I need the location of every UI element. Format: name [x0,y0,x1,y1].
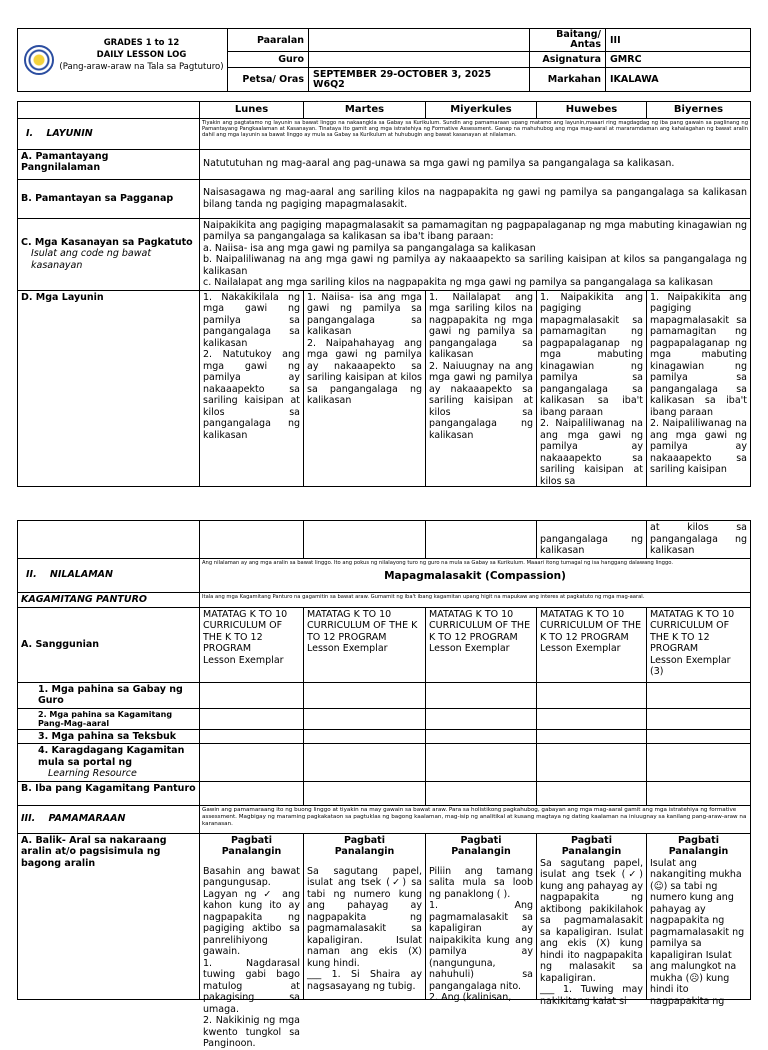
grade-label: Baitang/ Antas [530,29,606,52]
log-title-line2: DAILY LESSON LOG [96,50,187,60]
nilalaman-content: Mapagmalasakit (Compassion) [384,569,566,582]
day-header-lunes: Lunes [200,102,304,119]
school-value [309,29,530,52]
lr-martes [304,744,426,782]
subject-label: Asignatura [530,52,606,68]
prayer-lunes: Pagbati Panalangin [221,834,282,857]
prayer-miyerkules: Pagbati Panalangin [451,834,511,857]
balik-aral-miyerkules [426,833,537,1003]
day-header-miyerkules: Miyerkules [426,102,537,119]
layunin-text-martes: 1. Naiisa- isa ang mga gawi ng pamilya sa pangangalaga sa kalikasan 2. Naipahahayag ang mga gawi ng pamilya ay nakaaapekto sa sariling kaisipan at kilos sa pangangalaga ng kalikasan [307,291,422,406]
balik-aral-text-biyernes: Isulat ang nakangiting mukha (☺) sa tabi ng numero kung ang pahayag ay nagpapakita ng pagmamalasakit ng pamilya sa kapaligiran Isulat ang malungkot na mukha (☹) kung hindi ito nagpapakita ng [650,857,745,1007]
ipk-martes [304,781,426,805]
kasanayan-line-0: Naipakikita ang pagiging mapagmalasakit sa pamamagitan ng pagpapalaganap ng mga mabuting kinagawian ng pamilya sa pangangalaga sa kalikasan sa iba't ibang paraan: [203,219,747,242]
kasanayan-line-a: a. Naiisa- isa ang mga gawi ng pamilya sa pangangalaga sa kalikasan [203,242,536,254]
gabay-guro-label: 1. Mga pahina sa Gabay ng Guro [18,682,200,708]
log-title [58,37,225,73]
lr-huwebes [537,744,647,782]
cont-blank-2 [304,521,426,559]
kasanayan-line-b: b. Naipaliliwanag na ang mga gawi ng pamilya ay nakaaapekto sa sariling kaisipan at kilos sa pangangalaga ng kalikasan [203,254,747,277]
subject-value: GMRC [606,52,751,68]
layunin-note [200,118,751,149]
kasanayan-label-cell [18,218,200,290]
balik-aral-text-huwebes: Sa sagutang papel, isulat ang tsek (✓) kung ang pahayag ay nagpapakita ng aktibong pakikilahok sa pagmamalasakit sa kapaligiran. Isulat ang ekis (X) kung hindi ito nagpapakita ng malasakit sa kapaligiran. ___ 1. Tuwing may nakikitang kalat si [540,857,643,1007]
sanggunian-lunes: MATATAG K TO 10 CURRICULUM OF THE K TO 12 PROGRAM Lesson Exemplar [200,607,304,682]
kma-huwebes [537,708,647,729]
deped-seal-icon [24,45,54,75]
teksbuk-martes [304,729,426,744]
karagdagang-kagamitan-label-cell [18,744,200,782]
karagdagang-kagamitan-label: 4. Karagdagang Kagamitan mula sa portal ng [38,745,185,768]
sanggunian-label: A. Sanggunian [18,607,200,682]
teacher-label: Guro [228,52,309,68]
balik-aral-label: A. Balik- Aral sa nakaraang aralin at/o pagsisimula ng bagong aralin [18,833,200,999]
layunin-cell-biyernes [647,290,751,486]
balik-aral-text-martes: Sa sagutang papel, isulat ang tsek (✓) sa tabi ng numero kung ang pahayag ay nagpapakita ng pagmamalasakit sa kapaligiran. Isulat naman ang ekis (X) kung hindi. ___ 1. Si Shaira ay nagsasayang ng tubig. [307,865,422,992]
ipk-huwebes [537,781,647,805]
day-header-blank [18,102,200,119]
learning-resource-label: Learning Resource [48,768,137,779]
gabay-guro-lunes [200,682,304,708]
layunin-text-lunes: 1. Nakakikilala ng mga gawi ng pamilya sa pangangalaga sa kalikasan 2. Natutukoy ang mga gawi ng pamilya ay nakaaapekto sa sariling kaisipan at kilos sa pangangalaga ng kalikasan [203,291,300,441]
kma-lunes [200,708,304,729]
balik-aral-martes [304,833,426,999]
quarter-label: Markahan [530,68,606,92]
kagamitang-panturo-label: KAGAMITANG PANTURO [18,592,200,607]
day-header-martes: Martes [304,102,426,119]
teksbuk-huwebes [537,729,647,744]
pamantayan-pagganap-value: Naisasagawa ng mag-aaral ang sariling kilos na nagpapakita ng gawi ng pamilya sa pangangalaga sa kalikasan bilang tanda ng pagiging mapagmalasakit. [200,179,751,218]
lr-miyerkules [426,744,537,782]
teacher-value [309,52,530,68]
day-header-biyernes: Biyernes [647,102,751,119]
nilalaman-table [17,520,751,1049]
lr-lunes [200,744,304,782]
gabay-guro-huwebes [537,682,647,708]
log-title-line3: (Pang-araw-araw na Tala sa Pagtuturo) [59,62,224,72]
kma-biyernes [647,708,751,729]
cont-blank-0 [18,521,200,559]
sanggunian-martes: MATATAG K TO 10 CURRICULUM OF THE K TO 12 PROGRAM Lesson Exemplar [304,607,426,682]
cont-huwebes: pangangalaga ng kalikasan [537,521,647,559]
ipk-lunes [200,781,304,805]
lr-biyernes [647,744,751,782]
gabay-guro-miyerkules [426,682,537,708]
day-header-huwebes: Huwebes [537,102,647,119]
pamantayan-pagganap-label: B. Pamantayan sa Pagganap [18,179,200,218]
gabay-guro-biyernes [647,682,751,708]
teksbuk-label: 3. Mga pahina sa Teksbuk [18,729,200,744]
layunin-cell-lunes [200,290,304,486]
kma-miyerkules [426,708,537,729]
kagamitang-mag-aaral-label: 2. Mga pahina sa Kagamitang Pang-Mag-aaral [18,708,200,729]
teksbuk-biyernes [647,729,751,744]
mga-layunin-label: D. Mga Layunin [18,290,200,486]
date-value: SEPTEMBER 29-OCTOBER 3, 2025 W6Q2 [309,68,530,92]
balik-aral-biyernes [647,833,751,1007]
gabay-guro-martes [304,682,426,708]
layunin-cell-miyerkules [426,290,537,486]
layunin-text-miyerkules: 1. Nailalapat ang mga sariling kilos na nagpapakita ng mga gawi ng pamilya sa pangangalaga sa kalikasan 2. Naiuugnay na ang mga gawi ng pamilya ay nakaaapekto sa sariling kaisipan at kilos sa pangangalaga ng kalikasan [429,291,533,441]
kasanayan-value [200,218,751,290]
header-table [17,28,751,92]
kasanayan-sub: Isulat ang code ng bawat kasanayan [31,248,152,271]
prayer-biyernes: Pagbati Panalangin [668,834,729,857]
school-label: Paaralan [228,29,309,52]
ipk-biyernes [647,781,751,805]
sanggunian-biyernes: MATATAG K TO 10 CURRICULUM OF THE K TO 12 PROGRAM Lesson Exemplar (3) [647,607,751,682]
date-label: Petsa/ Oras [228,68,309,92]
ipk-miyerkules [426,781,537,805]
pamantayang-pangnilalaman-label: A. Pamantayang Pangnilalaman [18,149,200,179]
cont-blank-3 [426,521,537,559]
layunin-text-biyernes: 1. Naipakikita ang pagiging mapagmalasakit sa pamamagitan ng pagpapalaganap ng mga mabuting kinagawian ng pamilya sa pangangalaga sa kalikasan sa iba't ibang paraan 2. Naipaliliwanag na ang mga gawi ng pamilya ay nakaaapekto sa sariling kaisipan [650,291,747,475]
cont-blank-1 [200,521,304,559]
sanggunian-huwebes: MATATAG K TO 10 CURRICULUM OF THE K TO 12 PROGRAM Lesson Exemplar [537,607,647,682]
teksbuk-lunes [200,729,304,744]
layunin-note-text: Tiyakin ang pagtatamo ng layunin sa bawat linggo na nakaangkla sa Gabay sa Kurikulum. Sundin ang pamamaraan upang matamo ang layunin,maaari ring magdagdag ng iba pang gawain sa paglinang ng Pamantayang Pangkaalaman at Kasanayan. Tinataya ito gamit ang mga istratehiya ng Formative Assessment. Ganap na mahuhubog ang mga mag-aaral at mararamdaman ang kahalagahan ng bawat aralin dahil ang mga layunin sa bawat linggo ay mula sa Gabay sa Kurikulum at huhubugin ang bawat kasanayan at nilalaman. [202,119,748,139]
kagamitang-panturo-note: Itala ang mga Kagamitang Panturo na gagamitin sa bawat araw. Gumamit ng iba't ibang kagamitan upang higit na mapukaw ang interes at pagkatuto ng mga mag-aaral. [200,592,751,607]
iba-pang-kagamitan-label: B. Iba pang Kagamitang Panturo [18,781,200,805]
pamamaraan-note: Gawin ang pamamaraang ito ng buong linggo at tiyakin na may gawain sa bawat araw. Para sa holistikong pagkahubog, gabayan ang mga mag-aaral gamit ang mga istratehiya ng formative assessment. Magbigay ng maraming pagkakataon sa pagtuklas ng bagong kaalaman, mag-isip ng analitikal at kusang magtaya ng dating kaalaman na iniuugnay sa kanilang pang-araw-araw na karanasan. [200,805,751,833]
prayer-huwebes: Pagbati Panalangin [561,834,622,857]
cont-biyernes: at kilos sa pangangalaga ng kalikasan [647,521,751,559]
layunin-table [17,101,751,487]
kasanayan-label: C. Mga Kasanayan sa Pagkatuto [21,236,193,248]
sanggunian-miyerkules: MATATAG K TO 10 CURRICULUM OF THE K TO 12 PROGRAM Lesson Exemplar [426,607,537,682]
teksbuk-miyerkules [426,729,537,744]
prayer-martes: Pagbati Panalangin [334,834,395,857]
balik-aral-lunes [200,833,304,1049]
header-logo-cell [18,29,228,92]
layunin-cell-martes [304,290,426,486]
grade-value: III [606,29,751,52]
layunin-cell-huwebes [537,290,647,486]
balik-aral-text-miyerkules: Piliin ang tamang salita mula sa loob ng panaklong ( ). 1. Ang pagmamalasakit sa kapaligiran ay naipakikita kung ang pamilya ay (nangunguna, nahuhuli) sa pangangalaga nito. 2. Ang (kalinisan, [429,865,533,1003]
nilalaman-note: Ang nilalaman ay ang mga aralin sa bawat linggo. Ito ang pokus ng nilalayong turo ng guro na mula sa Gabay sa Kurikulum. Maaari itong tumagal ng isa hanggang dalawang linggo. [202,559,673,566]
balik-aral-text-lunes: Basahin ang bawat pangungusap. Lagyan ng ✓ ang kahon kung ito ay nagpapakita ng pagiging aktibo sa panrelihiyong gawain. 1. Nagdarasal tuwing gabi bago matulog at pakagising sa umaga. 2. Nakikinig ng mga kwento tungkol sa Panginoon. [203,865,300,1049]
layunin-title: I. LAYUNIN [18,118,200,149]
nilalaman-cell [200,558,751,592]
quarter-value: IKALAWA [606,68,751,92]
log-title-line1: GRADES 1 to 12 [103,38,180,48]
balik-aral-huwebes [537,833,647,1007]
kma-martes [304,708,426,729]
pamantayang-pangnilalaman-value: Natututuhan ng mag-aaral ang pag-unawa sa mga gawi ng pamilya sa pangangalaga sa kalikasan. [200,149,751,179]
nilalaman-title: II. NILALAMAN [18,558,200,592]
layunin-text-huwebes: 1. Naipakikita ang pagiging mapagmalasakit sa pamamagitan ng pagpapalaganap ng mga mabuting kinagawian ng pamilya sa pangangalaga sa kalikasan sa iba't ibang paraan 2. Naipaliliwanag na ang mga gawi ng pamilya ay nakaaapekto sa sariling kaisipan at kilos sa [540,291,643,487]
kasanayan-line-c: c. Nailalapat ang mga sariling kilos na nagpapakita ng mga gawi ng pamilya sa pangangalaga sa kalikasan [203,277,714,288]
pamamaraan-title: III. PAMAMARAAN [18,805,200,833]
